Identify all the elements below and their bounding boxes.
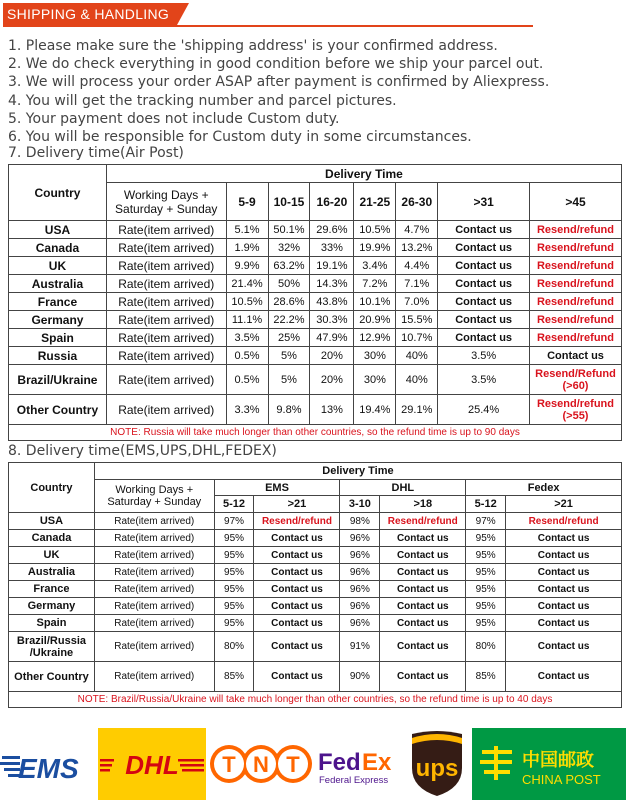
- country-cell: USA: [9, 221, 107, 239]
- carrier-header-fedex: Fedex: [466, 480, 622, 496]
- value-cell: 7.1%: [396, 275, 438, 293]
- rate-label-cell: Rate(item arrived): [106, 329, 226, 347]
- value-cell: Contact us: [380, 547, 466, 564]
- value-cell: 10.1%: [354, 293, 396, 311]
- value-cell: Contact us: [254, 581, 340, 598]
- table-row: [9, 598, 622, 615]
- country-cell: Russia: [9, 347, 107, 365]
- country-cell: UK: [9, 257, 107, 275]
- value-cell: Resend/refund: [529, 311, 621, 329]
- fedex-fed-text: Fed: [318, 749, 361, 776]
- rate-label-cell: Rate(item arrived): [94, 615, 214, 632]
- value-cell: 80%: [214, 632, 254, 662]
- value-cell: 95%: [466, 530, 506, 547]
- header-title: SHIPPING & HANDLING: [3, 3, 177, 25]
- ems-logo: [0, 728, 96, 800]
- value-cell: 28.6%: [268, 293, 310, 311]
- value-cell: 95%: [466, 598, 506, 615]
- col-header: 5-12: [466, 496, 506, 513]
- value-cell: 95%: [214, 615, 254, 632]
- value-cell: 4.4%: [396, 257, 438, 275]
- col-header: 16-20: [310, 183, 354, 221]
- table-row: [9, 662, 622, 692]
- china-post-cn-text: 中国邮政: [522, 750, 594, 771]
- fedex-ex-text: Ex: [362, 749, 392, 776]
- table-row: [9, 329, 622, 347]
- value-cell: 95%: [214, 598, 254, 615]
- tnt-letter: N: [253, 752, 269, 777]
- rate-label-cell: Rate(item arrived): [106, 257, 226, 275]
- value-cell: 96%: [340, 564, 380, 581]
- express-table: [8, 462, 622, 708]
- value-cell: Resend/refund: [529, 275, 621, 293]
- rate-label-cell: Rate(item arrived): [94, 632, 214, 662]
- value-cell: 29.1%: [396, 395, 438, 425]
- value-cell: 96%: [340, 530, 380, 547]
- table-row: [9, 564, 622, 581]
- fedex-logo: [316, 728, 402, 800]
- rate-label-cell: Rate(item arrived): [106, 347, 226, 365]
- value-cell: Resend/refund (>55): [529, 395, 621, 425]
- value-cell: 13%: [310, 395, 354, 425]
- value-cell: 10.7%: [396, 329, 438, 347]
- value-cell: 3.5%: [438, 365, 530, 395]
- value-cell: 19.4%: [354, 395, 396, 425]
- country-cell: Australia: [9, 275, 107, 293]
- value-cell: 80%: [466, 632, 506, 662]
- table-row: [9, 530, 622, 547]
- section-header: [3, 3, 533, 27]
- value-cell: Contact us: [506, 547, 622, 564]
- value-cell: Contact us: [438, 329, 530, 347]
- country-cell: Other Country: [9, 662, 95, 692]
- value-cell: 7.0%: [396, 293, 438, 311]
- value-cell: 15.5%: [396, 311, 438, 329]
- header-rule: [3, 25, 533, 27]
- rate-label-cell: Rate(item arrived): [106, 365, 226, 395]
- value-cell: 96%: [340, 615, 380, 632]
- note-line: 2. We do check everything in good condition before we ship your parcel out.: [8, 56, 544, 73]
- table-row: [9, 275, 622, 293]
- table-row: [9, 239, 622, 257]
- col-header: 10-15: [268, 183, 310, 221]
- country-cell: Other Country: [9, 395, 107, 425]
- value-cell: 14.3%: [310, 275, 354, 293]
- table-row: [9, 615, 622, 632]
- value-cell: 5%: [268, 365, 310, 395]
- note-line: 4. You will get the tracking number and parcel pictures.: [8, 92, 397, 109]
- value-cell: 33%: [310, 239, 354, 257]
- col-header: >31: [438, 183, 530, 221]
- value-cell: Contact us: [506, 581, 622, 598]
- value-cell: 63.2%: [268, 257, 310, 275]
- value-cell: 10.5%: [226, 293, 268, 311]
- value-cell: 50.1%: [268, 221, 310, 239]
- value-cell: 98%: [340, 513, 380, 530]
- header-working-days: Working Days + Saturday + Sunday: [94, 480, 214, 513]
- value-cell: 29.6%: [310, 221, 354, 239]
- air-post-title: 7. Delivery time(Air Post): [8, 145, 184, 161]
- express-note: NOTE: Brazil/Russia/Ukraine will take much longer than other countries, so the refund time is up to 40 days: [9, 692, 622, 708]
- value-cell: 95%: [466, 615, 506, 632]
- value-cell: 7.2%: [354, 275, 396, 293]
- value-cell: Contact us: [438, 239, 530, 257]
- note-line: 6. You will be responsible for Custom duty in some circumstances.: [8, 129, 472, 146]
- country-cell: Germany: [9, 598, 95, 615]
- country-cell: France: [9, 581, 95, 598]
- rate-label-cell: Rate(item arrived): [106, 275, 226, 293]
- table-row: [9, 311, 622, 329]
- value-cell: Contact us: [506, 632, 622, 662]
- value-cell: 9.8%: [268, 395, 310, 425]
- value-cell: Contact us: [506, 662, 622, 692]
- value-cell: Resend/refund: [506, 513, 622, 530]
- value-cell: 30%: [354, 347, 396, 365]
- value-cell: 43.8%: [310, 293, 354, 311]
- value-cell: 85%: [466, 662, 506, 692]
- carrier-header-ems: EMS: [214, 480, 340, 496]
- note-line: 1. Please make sure the 'shipping address' is your confirmed address.: [8, 38, 498, 54]
- country-cell: Australia: [9, 564, 95, 581]
- col-header: 3-10: [340, 496, 380, 513]
- dhl-logo: [98, 728, 206, 800]
- ups-logo: [404, 728, 470, 800]
- value-cell: 96%: [340, 581, 380, 598]
- value-cell: 25.4%: [438, 395, 530, 425]
- value-cell: Contact us: [380, 530, 466, 547]
- value-cell: 21.4%: [226, 275, 268, 293]
- value-cell: 11.1%: [226, 311, 268, 329]
- col-header: >21: [254, 496, 340, 513]
- table-row: [9, 513, 622, 530]
- value-cell: 13.2%: [396, 239, 438, 257]
- country-cell: France: [9, 293, 107, 311]
- value-cell: 10.5%: [354, 221, 396, 239]
- header-country: Country: [9, 165, 107, 221]
- value-cell: Contact us: [438, 311, 530, 329]
- rate-label-cell: Rate(item arrived): [106, 293, 226, 311]
- value-cell: 95%: [214, 581, 254, 598]
- country-cell: UK: [9, 547, 95, 564]
- value-cell: 1.9%: [226, 239, 268, 257]
- value-cell: Contact us: [380, 581, 466, 598]
- country-cell: Brazil/Russia /Ukraine: [9, 632, 95, 662]
- value-cell: 95%: [214, 564, 254, 581]
- header-delivery-time: Delivery Time: [94, 463, 621, 480]
- value-cell: Resend/refund: [529, 293, 621, 311]
- table-row: [9, 581, 622, 598]
- ems-logo-text: EMS: [18, 753, 79, 784]
- china-post-en-text: CHINA POST: [522, 772, 601, 787]
- value-cell: Contact us: [380, 615, 466, 632]
- value-cell: 95%: [466, 547, 506, 564]
- value-cell: 95%: [466, 581, 506, 598]
- value-cell: 22.2%: [268, 311, 310, 329]
- value-cell: 85%: [214, 662, 254, 692]
- value-cell: 95%: [214, 530, 254, 547]
- value-cell: 19.9%: [354, 239, 396, 257]
- value-cell: Contact us: [380, 662, 466, 692]
- value-cell: Contact us: [254, 598, 340, 615]
- value-cell: 5%: [268, 347, 310, 365]
- table-row: [9, 347, 622, 365]
- col-header: >18: [380, 496, 466, 513]
- value-cell: 9.9%: [226, 257, 268, 275]
- value-cell: Contact us: [380, 598, 466, 615]
- value-cell: 5.1%: [226, 221, 268, 239]
- table-row: [9, 293, 622, 311]
- rate-label-cell: Rate(item arrived): [106, 395, 226, 425]
- value-cell: 20%: [310, 347, 354, 365]
- air-post-table: [8, 164, 622, 441]
- value-cell: Resend/refund: [380, 513, 466, 530]
- value-cell: 0.5%: [226, 365, 268, 395]
- rate-label-cell: Rate(item arrived): [94, 513, 214, 530]
- value-cell: 3.5%: [226, 329, 268, 347]
- value-cell: 12.9%: [354, 329, 396, 347]
- table-row: [9, 221, 622, 239]
- value-cell: 50%: [268, 275, 310, 293]
- country-cell: Spain: [9, 329, 107, 347]
- value-cell: 4.7%: [396, 221, 438, 239]
- fedex-sub-text: Federal Express: [319, 775, 389, 786]
- value-cell: Contact us: [529, 347, 621, 365]
- tnt-letter: T: [222, 752, 236, 777]
- value-cell: Contact us: [438, 257, 530, 275]
- value-cell: 40%: [396, 347, 438, 365]
- value-cell: 30.3%: [310, 311, 354, 329]
- header-working-days: Working Days + Saturday + Sunday: [106, 183, 226, 221]
- rate-label-cell: Rate(item arrived): [94, 598, 214, 615]
- table-row: [9, 395, 622, 425]
- value-cell: Resend/refund: [529, 239, 621, 257]
- value-cell: Contact us: [380, 632, 466, 662]
- value-cell: Contact us: [506, 598, 622, 615]
- table-row: [9, 257, 622, 275]
- table-row: [9, 547, 622, 564]
- table-row: [9, 365, 622, 395]
- value-cell: Contact us: [438, 221, 530, 239]
- dhl-logo-text: DHL: [125, 750, 179, 780]
- value-cell: Contact us: [254, 662, 340, 692]
- value-cell: Contact us: [380, 564, 466, 581]
- shipping-notes: [8, 37, 628, 146]
- value-cell: 20.9%: [354, 311, 396, 329]
- value-cell: 40%: [396, 365, 438, 395]
- col-header: 21-25: [354, 183, 396, 221]
- note-line: 3. We will process your order ASAP after payment is confirmed by Aliexpress.: [8, 74, 550, 91]
- value-cell: 25%: [268, 329, 310, 347]
- value-cell: 3.3%: [226, 395, 268, 425]
- express-title: 8. Delivery time(EMS,UPS,DHL,FEDEX): [8, 443, 277, 459]
- value-cell: 19.1%: [310, 257, 354, 275]
- rate-label-cell: Rate(item arrived): [106, 221, 226, 239]
- col-header: 26-30: [396, 183, 438, 221]
- country-cell: USA: [9, 513, 95, 530]
- col-header: >21: [506, 496, 622, 513]
- value-cell: Contact us: [254, 547, 340, 564]
- value-cell: Contact us: [254, 530, 340, 547]
- value-cell: 20%: [310, 365, 354, 395]
- value-cell: Contact us: [506, 564, 622, 581]
- value-cell: 3.5%: [438, 347, 530, 365]
- value-cell: 95%: [214, 547, 254, 564]
- value-cell: Contact us: [254, 615, 340, 632]
- header-country: Country: [9, 463, 95, 513]
- value-cell: Resend/refund: [529, 329, 621, 347]
- value-cell: Contact us: [254, 632, 340, 662]
- country-cell: Brazil/Ukraine: [9, 365, 107, 395]
- note-line: 5. Your payment does not include Custom duty.: [8, 110, 340, 127]
- value-cell: 30%: [354, 365, 396, 395]
- value-cell: 96%: [340, 598, 380, 615]
- col-header: 5-9: [226, 183, 268, 221]
- value-cell: 3.4%: [354, 257, 396, 275]
- header-delivery-time: Delivery Time: [106, 165, 621, 183]
- value-cell: Resend/Refund (>60): [529, 365, 621, 395]
- country-cell: Canada: [9, 530, 95, 547]
- air-note: NOTE: Russia will take much longer than other countries, so the refund time is up to 90 days: [9, 425, 622, 441]
- tnt-logo: [208, 728, 314, 800]
- rate-label-cell: Rate(item arrived): [106, 239, 226, 257]
- value-cell: 47.9%: [310, 329, 354, 347]
- rate-label-cell: Rate(item arrived): [94, 581, 214, 598]
- value-cell: Contact us: [438, 293, 530, 311]
- carrier-logos: [0, 728, 630, 800]
- value-cell: 96%: [340, 547, 380, 564]
- value-cell: 91%: [340, 632, 380, 662]
- value-cell: Contact us: [506, 530, 622, 547]
- tnt-letter: T: [286, 752, 300, 777]
- country-cell: Germany: [9, 311, 107, 329]
- table-row: [9, 632, 622, 662]
- value-cell: Contact us: [254, 564, 340, 581]
- rate-label-cell: Rate(item arrived): [106, 311, 226, 329]
- value-cell: Contact us: [438, 275, 530, 293]
- value-cell: Resend/refund: [254, 513, 340, 530]
- col-header: 5-12: [214, 496, 254, 513]
- value-cell: 32%: [268, 239, 310, 257]
- value-cell: 95%: [466, 564, 506, 581]
- value-cell: 97%: [466, 513, 506, 530]
- country-cell: Canada: [9, 239, 107, 257]
- value-cell: 90%: [340, 662, 380, 692]
- carrier-header-dhl: DHL: [340, 480, 466, 496]
- rate-label-cell: Rate(item arrived): [94, 547, 214, 564]
- value-cell: Resend/refund: [529, 221, 621, 239]
- china-post-logo: [472, 728, 626, 800]
- col-header: >45: [529, 183, 621, 221]
- rate-label-cell: Rate(item arrived): [94, 662, 214, 692]
- value-cell: Contact us: [506, 615, 622, 632]
- value-cell: 0.5%: [226, 347, 268, 365]
- rate-label-cell: Rate(item arrived): [94, 564, 214, 581]
- value-cell: 97%: [214, 513, 254, 530]
- ups-logo-text: ups: [415, 755, 459, 782]
- value-cell: Resend/refund: [529, 257, 621, 275]
- rate-label-cell: Rate(item arrived): [94, 530, 214, 547]
- country-cell: Spain: [9, 615, 95, 632]
